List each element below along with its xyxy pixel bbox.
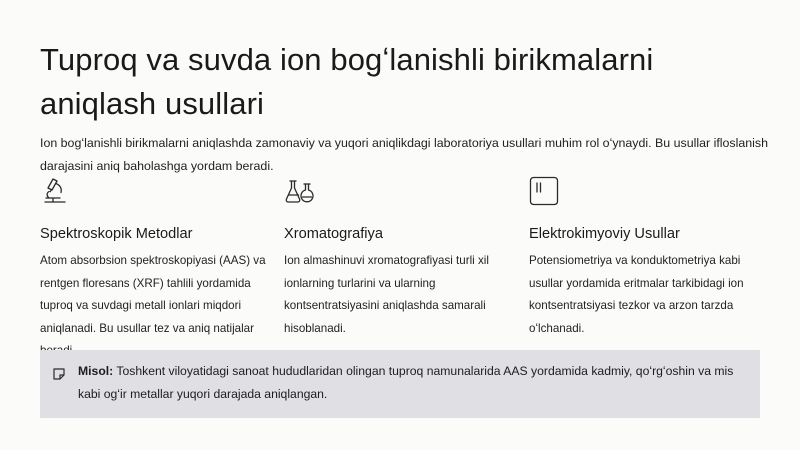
intro-paragraph: Ion bogʻlanishli birikmalarni aniqlashda zamonaviy va yuqori aniqlikdagi laboratoriya usullari muhim rol oʻynaydi. Bu usullar ifloslanish darajasini aniq baholashga yordam beradi. [40, 136, 768, 173]
column-text: Potensiometriya va konduktometriya kabi usullar yordamida eritmalar tarkibidagi ion kontsentratsiyasi tezkor va arzon tarzda oʻlchanadi. [529, 254, 744, 335]
electrode-icon [529, 176, 559, 206]
flasks-icon [284, 176, 314, 206]
column-text: Ion almashinuvi xromatografiyasi turli xil ionlarning turlarini va ularning kontsentratsiyasini aniqlashda samarali hisoblanadi. [284, 254, 489, 335]
column-title: Spektroskopik Metodlar [40, 226, 193, 242]
column-chromatography [284, 176, 514, 340]
microscope-icon [40, 176, 70, 206]
note-icon [52, 367, 66, 381]
column-electrochemistry [529, 176, 759, 340]
page-title: Tuproq va suvda ion bogʻlanishli birikmalarni aniqlash usullari [40, 42, 654, 121]
callout-body: Toshkent viloyatidagi sanoat hududlaridan olingan tuproq namunalarida AAS yordamida kadmiy, qoʻrgʻoshin va mis kabi ogʻir metallar yuqori darajada aniqlangan. [78, 364, 734, 401]
callout-text [78, 360, 748, 406]
column-title: Xromatografiya [284, 226, 383, 242]
column-text: Atom absorbsion spektroskopiyasi (AAS) va rentgen floresans (XRF) tahlili yordamida tuproq va suvdagi metall ionlari miqdori aniqlanadi. Bu usullar tez va aniq natijalar [40, 254, 266, 335]
column-spectroscopy [40, 176, 270, 344]
column-title: Elektrokimyoviy Usullar [529, 226, 680, 242]
example-callout [40, 350, 760, 418]
callout-label: Misol: [78, 364, 114, 378]
